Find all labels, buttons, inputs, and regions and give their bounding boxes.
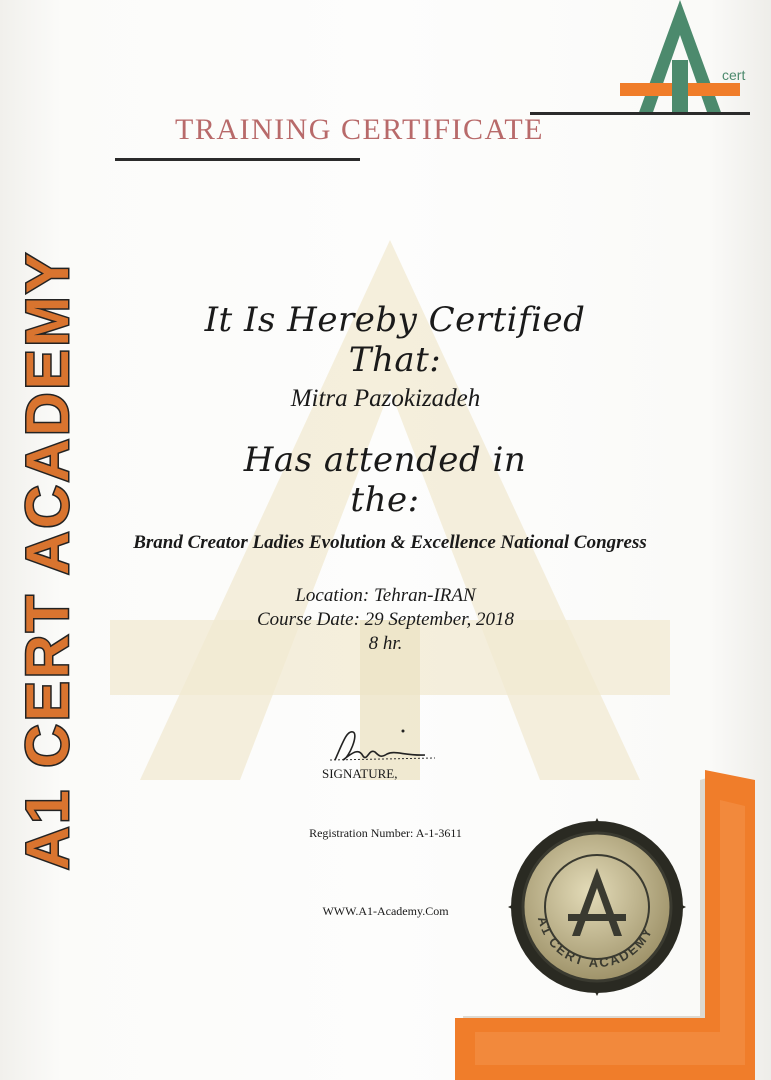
website-url: WWW.A1-Academy.Com [322,904,449,918]
location-line: Location: Tehran-IRAN [295,585,476,606]
course-details [0,584,771,656]
a1-cert-logo-icon [610,0,750,115]
duration-line: 8 hr. [368,633,403,654]
course-date-line: Course Date: 29 September, 2018 [257,609,514,630]
registration-number: Registration Number: A-1-3611 [309,826,462,840]
attended-text: Has attended in the: [243,440,527,520]
recipient-name: Mitra Pazokizadeh [290,385,481,412]
gold-seal-icon [508,818,686,996]
certificate-title: TRAINING CERTIFICATE [175,113,545,146]
title-underline [115,158,360,161]
signature-label: SIGNATURE, [322,766,398,781]
certified-heading: It Is Hereby Certified That: [204,300,586,380]
side-academy-text: A1 CERT ACADEMY [14,250,81,870]
signature-scribble [325,722,445,767]
logo-cert-label: cert [722,67,746,83]
course-name: Brand Creator Ladies Evolution & Excellence National Congress [133,532,647,553]
logo-number-label: 1 [674,66,685,86]
seal-ring-text: A1 CERT ACADEMY [534,914,656,971]
